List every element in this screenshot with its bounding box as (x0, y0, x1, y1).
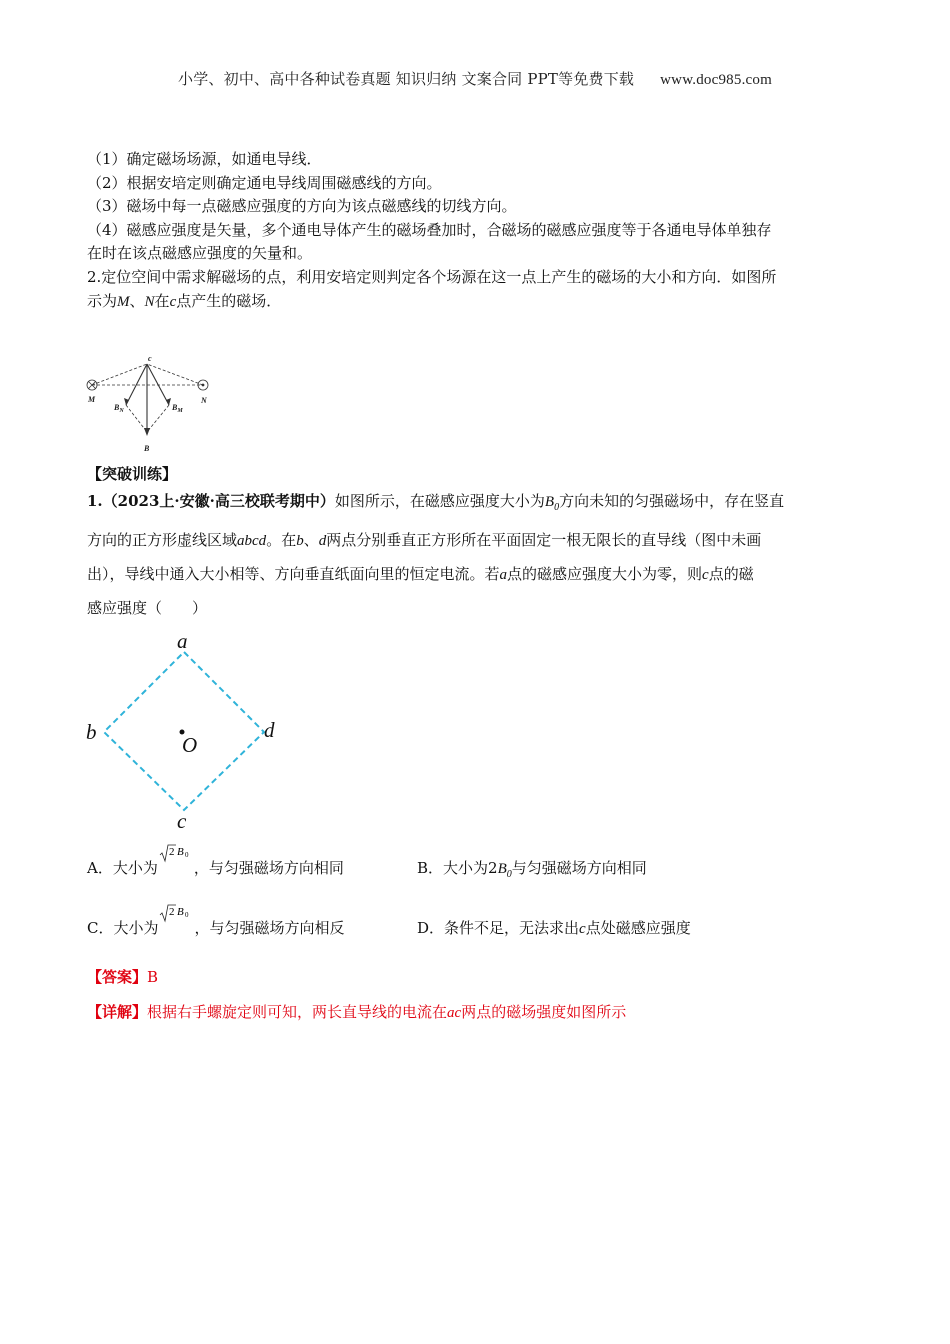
svg-text:0: 0 (184, 851, 189, 859)
option-d[interactable]: D．条件不足，无法求出c点处磁感应强度 (417, 919, 691, 937)
step-3: （3）磁场中每一点磁感应强度的方向为该点磁感线的切线方向。 (87, 197, 517, 216)
step-1: （1）确定磁场场源，如通电导线． (87, 150, 322, 168)
fig2-label-c: c (177, 809, 187, 833)
svg-text:0: 0 (185, 911, 189, 919)
dash-bn-b (126, 405, 147, 432)
locate-line-1: 2.定位空间中需求解磁场的点，利用安培定则判定各个场源在这一点上产生的磁场的大小和方向．如图所 (87, 267, 777, 286)
option-b[interactable]: B．大小为$2B_0$与匀强磁场方向相同 (417, 859, 647, 880)
fig2-label-o: O (182, 733, 198, 757)
svg-text:2: 2 (168, 846, 175, 858)
fig2-label-a: a (177, 629, 188, 653)
sqrt2-b0 (158, 846, 194, 877)
question-1 (87, 485, 867, 625)
locate-line-2: 示为M、N在c点产生的磁场． (87, 291, 282, 310)
vector-bn (126, 364, 147, 405)
question-line-1: 1.（2023上·安徽·高三校联考期中）如图所示，在磁感应强度大小为$B_0$方向未知的匀强磁场中，存在竖直 (87, 492, 785, 513)
svg-text:2: 2 (169, 906, 175, 918)
dash-m-c (92, 364, 147, 385)
svg-text:B: B (177, 906, 185, 918)
fig1-label-n: N (201, 396, 207, 405)
step-4-cont: 在时在该点磁感应强度的矢量和。 (87, 244, 313, 263)
steps-block (87, 148, 867, 314)
field-vector-figure (84, 340, 224, 460)
option-c[interactable]: C．大小为 2 B 0 ，与匀强磁场方向相反 (87, 906, 345, 937)
fig2-label-b: b (86, 720, 97, 744)
dash-n-c (147, 364, 203, 385)
header-text: 小学、初中、高中各种试卷真题 知识归纳 文案合同 PPT等免费下载 (178, 70, 635, 88)
detail-label: 【详解】 (87, 1003, 148, 1021)
fig2-label-d: d (264, 718, 275, 742)
page-header (0, 68, 950, 89)
section-title: 【突破训练】 (87, 465, 178, 483)
fig1-label-c: c (148, 354, 152, 363)
sqrt2-b0 (158, 906, 194, 937)
fig1-label-bm: $B_M$ (172, 403, 183, 414)
answer-value: B (147, 968, 159, 986)
answer-line (87, 966, 158, 987)
detail-line: 【详解】根据右手螺旋定则可知，两长直导线的电流在ac两点的磁场强度如图所示 (87, 1003, 627, 1021)
step-2: （2）根据安培定则确定通电导线周围磁感线的方向。 (87, 173, 442, 192)
fig1-label-b: B (144, 444, 150, 453)
dash-bm-b (147, 405, 169, 432)
svg-text:B: B (176, 846, 184, 858)
header-site: www.doc985.com (660, 72, 772, 88)
question-line-3: 出），导线中通入大小相等、方向垂直纸面向里的恒定电流。若a点的磁感应强度大小为零，则c点的磁 (87, 565, 754, 583)
square-region-figure (80, 628, 290, 834)
vector-bm (147, 364, 169, 405)
step-4: （4）磁感应强度是矢量，多个通电导体产生的磁场叠加时，合磁场的磁感应强度等于各通电导体单独存 (87, 220, 772, 239)
option-a[interactable]: A．大小为 2 B 0 ，与匀强磁场方向相同 (87, 846, 344, 877)
answer-label: 【答案】 (87, 968, 148, 986)
fig1-label-bn: $B_N$ (114, 403, 124, 414)
question-line-2: 方向的正方形虚线区域abcd。在b、d两点分别垂直正方形所在平面固定一根无限长的直导线（图中未画 (87, 531, 762, 549)
fig1-label-m: M (88, 395, 96, 404)
question-line-4: 感应强度（ ） (87, 599, 208, 617)
